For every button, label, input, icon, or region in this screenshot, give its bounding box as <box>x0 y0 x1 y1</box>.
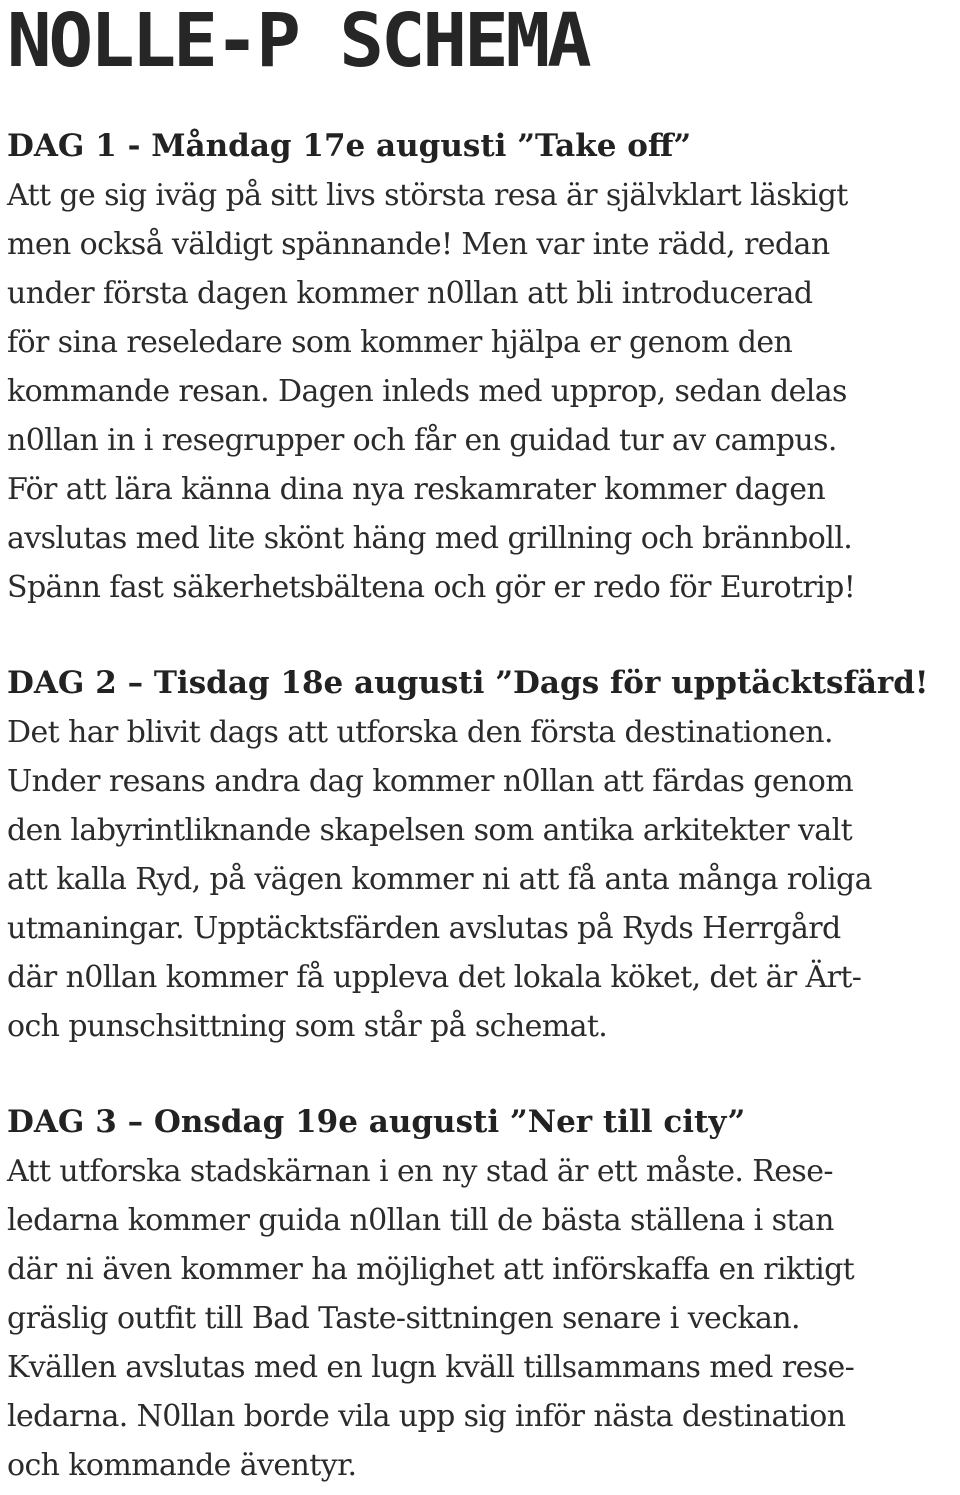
text-line: Att ge sig iväg på sitt livs största resa är självklart läskigt <box>7 178 848 213</box>
text-line: där n0llan kommer få uppleva det lokala köket, det är Ärt- <box>7 960 862 995</box>
text-line: ledarna. N0llan borde vila upp sig inför nästa destination <box>7 1399 846 1434</box>
text-line: Det har blivit dags att utforska den första destinationen. <box>7 715 833 750</box>
text-line: n0llan in i resegrupper och får en guidad tur av campus. <box>7 423 837 458</box>
text-line: kommande resan. Dagen inleds med upprop, sedan delas <box>7 374 847 409</box>
day-2-description <box>7 708 956 1051</box>
day-1-description <box>7 171 956 612</box>
text-line: att kalla Ryd, på vägen kommer ni att få anta många roliga <box>7 862 872 897</box>
text-line: den labyrintliknande skapelsen som antika arkitekter valt <box>7 813 853 848</box>
text-line: avslutas med lite skönt häng med grillning och brännboll. <box>7 521 853 556</box>
text-line: För att lära känna dina nya reskamrater kommer dagen <box>7 472 826 507</box>
text-line: ledarna kommer guida n0llan till de bästa ställena i stan <box>7 1203 834 1238</box>
day-1-section <box>7 122 956 612</box>
day-3-heading: DAG 3 – Onsdag 19e augusti ”Ner till city” <box>7 1104 746 1140</box>
text-line: där ni även kommer ha möjlighet att införskaffa en riktigt <box>7 1252 855 1287</box>
text-line: under första dagen kommer n0llan att bli introducerad <box>7 276 813 311</box>
day-2-heading: DAG 2 – Tisdag 18e augusti ”Dags för upptäcktsfärd! <box>7 665 929 701</box>
day-1-heading: DAG 1 - Måndag 17e augusti ”Take off” <box>7 128 692 164</box>
page-title: NOLLE-P SCHEMA <box>7 0 589 84</box>
text-line: och kommande äventyr. <box>7 1448 357 1483</box>
text-line: Spänn fast säkerhetsbältena och gör er redo för Eurotrip! <box>7 570 856 605</box>
text-line: Att utforska stadskärnan i en ny stad är ett måste. Rese- <box>7 1154 833 1189</box>
text-line: för sina reseledare som kommer hjälpa er genom den <box>7 325 793 360</box>
text-line: och punschsittning som står på schemat. <box>7 1009 608 1044</box>
text-line: Under resans andra dag kommer n0llan att färdas genom <box>7 764 854 799</box>
text-line: utmaningar. Upptäcktsfärden avslutas på Ryds Herrgård <box>7 911 841 946</box>
text-line: Kvällen avslutas med en lugn kväll tillsammans med rese- <box>7 1350 855 1385</box>
day-3-description <box>7 1147 956 1490</box>
text-line: gräslig outfit till Bad Taste-sittningen senare i veckan. <box>7 1301 800 1336</box>
text-line: men också väldigt spännande! Men var inte rädd, redan <box>7 227 830 262</box>
day-2-section <box>7 659 956 1051</box>
day-3-section <box>7 1098 956 1490</box>
